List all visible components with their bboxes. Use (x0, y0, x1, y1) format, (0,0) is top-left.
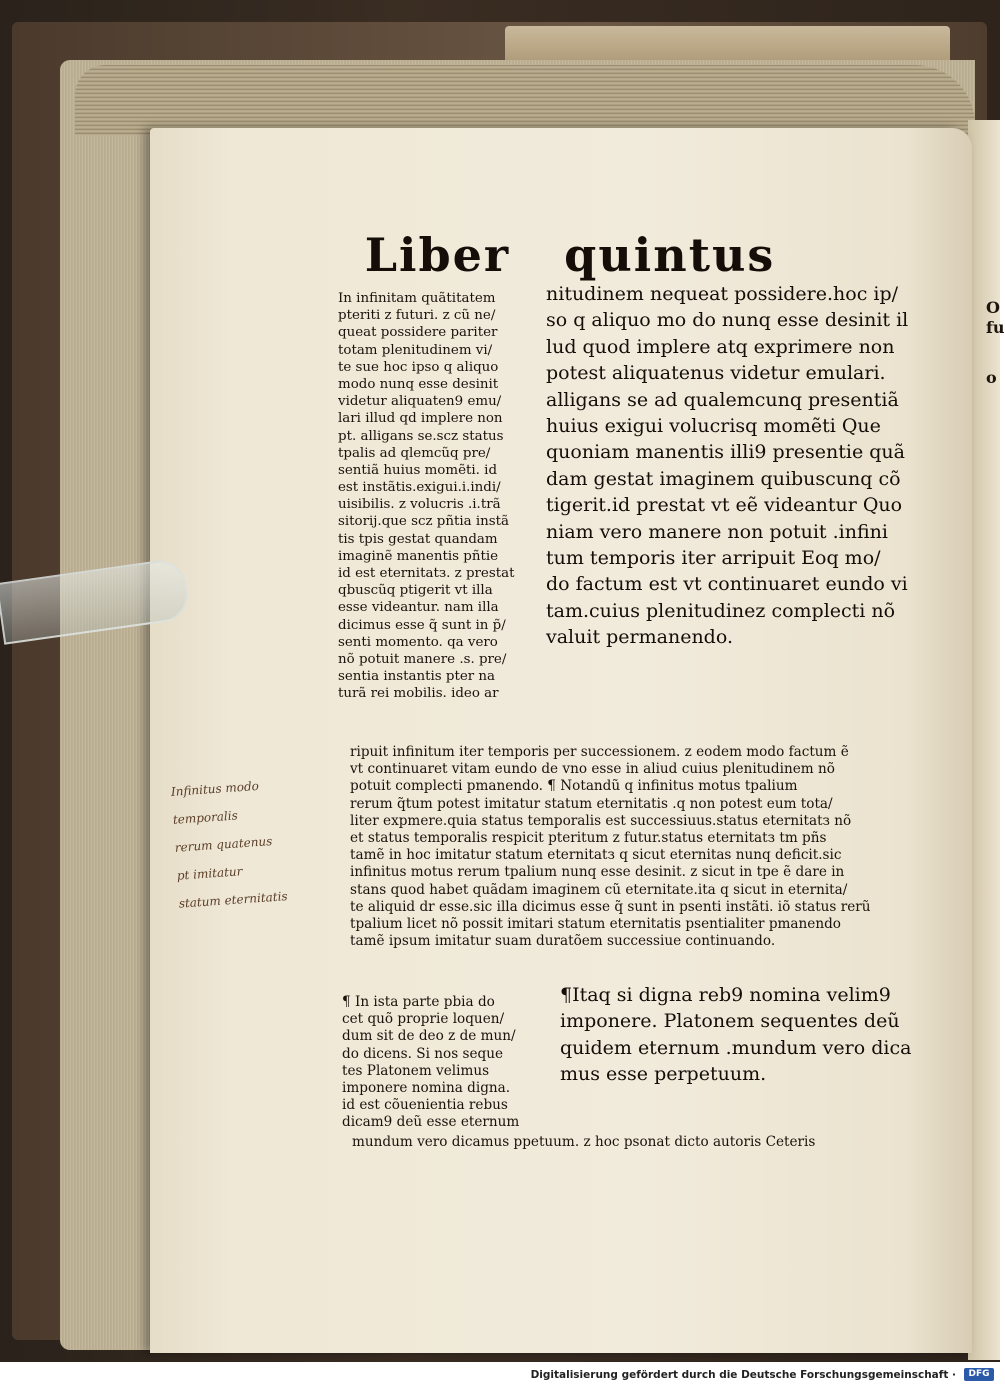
main-text-line: ¶Itaq si digna reb9 nomina velim9 (560, 984, 891, 1006)
gloss-line: infinitus motus rerum tpalium nunq esse desinit. z sicut in tpe ẽ dare in (350, 864, 845, 881)
page-heading: Liber quintus (364, 228, 776, 282)
gloss-line: tamẽ ipsum imitatur suam duratõem successiue continuando. (350, 933, 776, 950)
gloss-line: te sue hoc ipso q aliquo (338, 359, 499, 375)
facing-page-glyph: O (986, 298, 1000, 317)
main-text-line: dam gestat imaginem quibuscunq cõ (546, 467, 901, 490)
main-text-bottom (560, 982, 911, 1088)
main-text-line: nitudinem nequeat possidere.hoc ip/ (546, 283, 899, 305)
gloss-line: tis tpis gestat quandam (338, 531, 498, 547)
gloss-line: qbuscũq ptigerit vt illa (338, 583, 493, 599)
gloss-line: dum sit de deo z de mun/ (342, 1028, 516, 1045)
gloss-line: uisibilis. z volucris .i.trã (338, 497, 501, 513)
gloss-line: rerum q̃tum potest imitatur statum eternitatis .q non potest eum tota/ (350, 795, 833, 812)
facing-page-glyph: fu (986, 318, 1005, 337)
footer-bar (0, 1362, 1000, 1387)
gloss-commentary-bottom (342, 994, 519, 1132)
gloss-line: nõ potuit manere .s. pre/ (338, 651, 507, 667)
gloss-line: senti momento. qa vero (338, 634, 498, 650)
gloss-line: dicimus esse q̃ sunt in p̃/ (338, 617, 506, 633)
gloss-commentary-full-width (350, 744, 871, 950)
main-text-line: niam vero manere non potuit .infini (546, 520, 888, 543)
main-text-line: mus esse perpetuum. (560, 1063, 767, 1086)
gloss-line: et status temporalis respicit pteritum z futur.status eternitatз tm pñs (350, 829, 827, 846)
gloss-line: id est cõuenientia rebus (342, 1097, 508, 1114)
gloss-line: tpalis ad qlemcũq pre/ (338, 445, 491, 461)
gloss-line: queat possidere pariter (338, 325, 498, 341)
gloss-line: tamẽ in hoc imitatur statum eternitatз q sicut eternitas nunq deficit.sic (350, 847, 842, 864)
gloss-line: potuit complecti pmanendo. ¶ Notandũ q infinitus motus tpalium (350, 778, 798, 795)
main-text-line: quoniam manentis illi9 presentie quã (546, 441, 905, 464)
main-text-line: do factum est vt continuaret eundo vi (546, 573, 908, 596)
gloss-line: te aliquid dr esse.sic illa dicimus esse q̃ sunt in psenti instãti. iõ status rerũ (350, 898, 871, 915)
marginalia-line: pt imitatur (176, 864, 243, 883)
marginalia-line: rerum quatenus (174, 834, 273, 855)
facing-page-glyph: o (986, 368, 997, 387)
footer-credit: Digitalisierung gefördert durch die Deutsche Forschungsgemeinschaft · (530, 1369, 956, 1381)
gloss-last-line: mundum vero dicamus ppetuum. z hoc psonat dicto autoris Ceteris (352, 1134, 816, 1150)
marginalia-line: Infinitus modo (170, 778, 260, 799)
main-text-line: alligans se ad qualemcunq presentiã (546, 388, 899, 411)
main-text-top (546, 281, 908, 650)
gloss-line: tes Platonem velimus (342, 1062, 490, 1079)
gloss-line: imaginẽ manentis pñtie (338, 548, 499, 564)
main-text-line: so q aliquo mo do nunq esse desinit il (546, 309, 909, 332)
main-text-line: lud quod implere atq exprimere non (546, 335, 895, 358)
main-text-line: tum temporis iter arripuit Eoq mo/ (546, 546, 881, 569)
gloss-line: lari illud qd implere non (338, 411, 503, 427)
gloss-line: videtur aliquaten9 emu/ (338, 394, 502, 410)
page-edge-top (75, 65, 975, 135)
gloss-line: totam plenitudinem vi/ (338, 342, 493, 358)
gloss-line: sentia instantis pter na (338, 669, 496, 685)
main-text-line: quidem eternum .mundum vero dica (560, 1036, 912, 1059)
gloss-line: pteriti z futuri. z cũ ne/ (338, 308, 496, 324)
gloss-line: modo nunq esse desinit (338, 376, 499, 392)
gloss-line: id est eternitatз. z prestat (338, 566, 515, 581)
gloss-line: est instãtis.exigui.i.indi/ (338, 480, 501, 496)
main-text-line: tigerit.id prestat vt eẽ videantur Quo (546, 494, 903, 517)
marginalia-line: statum eternitatis (178, 889, 289, 911)
gloss-line: sitorij.que scz pñtia instã (338, 514, 509, 530)
gloss-line: cet quõ proprie loquen/ (342, 1011, 505, 1028)
main-text-line: imponere. Platonem sequentes deũ (560, 1010, 900, 1033)
marginalia-line: temporalis (172, 808, 239, 827)
main-text-line: huius exigui volucrisq momẽti Que (546, 414, 881, 437)
gloss-line: pt. alligans se.scz status (338, 428, 504, 444)
gloss-line: esse videantur. nam illa (338, 600, 499, 616)
gloss-line: vt continuaret vitam eundo de vno esse in aliud cuius plenitudinem nõ (350, 761, 835, 778)
main-text-line: potest aliquatenus videtur emulari. (546, 362, 886, 385)
dfg-logo: DFG (964, 1368, 994, 1381)
handwritten-marginalia (170, 770, 289, 917)
main-text-line: valuit permanendo. (546, 626, 733, 649)
gloss-line: ¶ In ista parte pbia do (342, 994, 495, 1010)
gloss-line: ripuit infinitum iter temporis per successionem. z eodem modo factum ẽ (350, 744, 849, 760)
main-text-line: tam.cuius plenitudinez complecti nõ (546, 599, 896, 622)
gloss-line: imponere nomina digna. (342, 1079, 511, 1096)
gloss-line: liter expmere.quia status temporalis est successiuus.status eternitatз nõ (350, 812, 852, 829)
gloss-line: turã rei mobilis. ideo ar (338, 686, 499, 702)
gloss-line: stans quod habet quãdam imaginem cũ eternitate.ita q sicut in eternita/ (350, 881, 848, 898)
gloss-commentary-top (338, 290, 514, 703)
gloss-line: In infinitam quãtitatem (338, 291, 496, 306)
gloss-line: dicam9 deũ esse eternum (342, 1114, 520, 1131)
gloss-line: do dicens. Si nos seque (342, 1045, 504, 1062)
gloss-line: tpalium licet nõ possit imitari statum eternitatis psentialiter pmanendo (350, 915, 841, 932)
gloss-line: sentiã huius momẽti. id (338, 462, 498, 478)
